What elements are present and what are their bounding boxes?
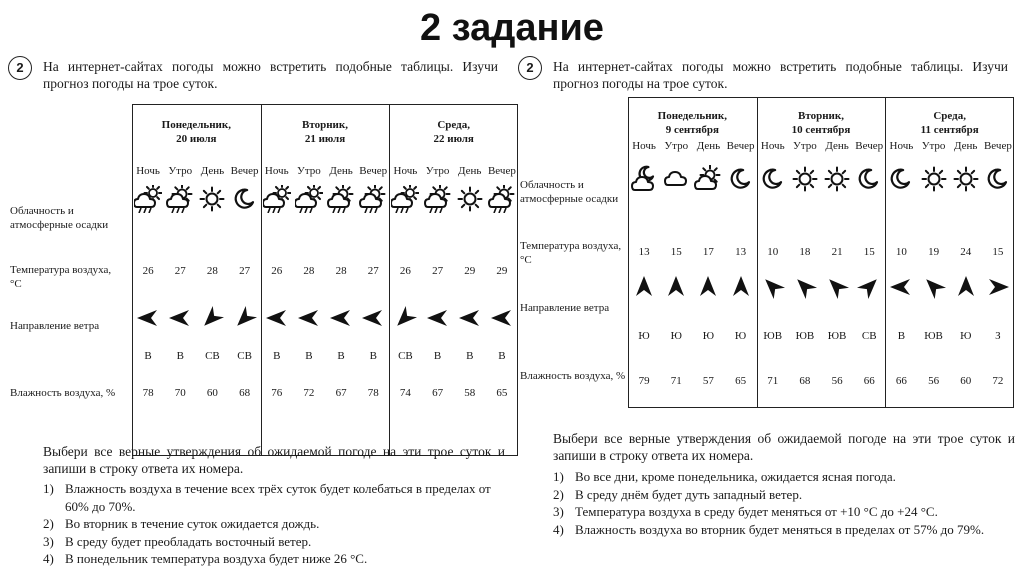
wind-arrow-icon xyxy=(856,274,882,300)
answer-option xyxy=(43,480,511,515)
answer-option-number: 2) xyxy=(43,516,54,531)
day-header-date: 21 июля xyxy=(304,133,346,145)
wind-direction-value: СВ xyxy=(237,350,252,362)
time-of-day-label: Ночь xyxy=(393,165,418,177)
moon-icon xyxy=(887,165,915,193)
wind-direction-value: СВ xyxy=(205,350,220,362)
wind-direction-value: ЮВ xyxy=(795,330,815,342)
row-label-temp: Температура воздуха, °С xyxy=(10,264,112,290)
answer-option-number: 1) xyxy=(553,469,564,484)
sun-cloud-rain-icon xyxy=(488,185,516,213)
wind-arrow-icon xyxy=(167,305,193,331)
wind-direction-value: ЮВ xyxy=(763,330,783,342)
task-question-text: Выбери все верные утверждения об ожидаемой погоде на эти трое суток и запиши в строку ответа их номера. xyxy=(43,444,505,476)
time-of-day-label: Вечер xyxy=(983,140,1012,152)
temperature-value: 29 xyxy=(496,265,508,277)
temperature-value: 28 xyxy=(335,265,347,277)
temperature-value: 10 xyxy=(895,246,907,258)
temperature-value: 15 xyxy=(670,246,682,258)
time-of-day-label: День xyxy=(458,165,482,177)
time-of-day-label: Утро xyxy=(793,140,817,152)
day-header-date: 9 сентября xyxy=(665,124,719,136)
time-of-day-label: Утро xyxy=(921,140,946,152)
day-header-name: Понедельник, xyxy=(161,119,231,131)
wind-arrow-icon xyxy=(264,305,290,331)
sun-cloud-rain-icon xyxy=(327,185,355,213)
temperature-value: 17 xyxy=(702,246,714,258)
cloud-sun-rain-icon xyxy=(134,185,162,213)
answer-option xyxy=(43,515,511,533)
wind-direction-value: ЮВ xyxy=(827,330,847,342)
humidity-value: 65 xyxy=(496,387,508,399)
humidity-value: 67 xyxy=(335,387,347,399)
temperature-value: 10 xyxy=(767,246,779,258)
time-of-day-label: Утро xyxy=(168,165,193,177)
humidity-value: 67 xyxy=(432,387,444,399)
answer-option-number: 4) xyxy=(43,551,54,566)
row-label-clouds: Облачность и атмосферные осадки xyxy=(520,179,619,205)
wind-arrow-icon xyxy=(824,274,850,300)
cloud-icon xyxy=(662,165,690,193)
time-of-day-label: Вечер xyxy=(487,165,516,177)
answer-option-text: Во вторник в течение суток ожидается дождь. xyxy=(65,516,320,531)
time-of-day-label: Утро xyxy=(297,165,321,177)
moon-icon xyxy=(231,185,259,213)
answer-option-text: В понедельник температура воздуха будет ниже 26 °С. xyxy=(65,551,368,566)
wind-direction-value: СВ xyxy=(861,330,877,342)
answer-option xyxy=(553,521,1021,539)
wind-arrow-icon xyxy=(425,305,451,331)
task-panel-right xyxy=(518,56,1023,574)
day-header-name: Среда, xyxy=(933,110,966,122)
humidity-value: 57 xyxy=(702,375,714,387)
moon-icon xyxy=(727,165,755,193)
humidity-value: 70 xyxy=(174,387,186,399)
temperature-value: 24 xyxy=(960,246,972,258)
day-divider xyxy=(261,104,262,456)
time-of-day-label: День xyxy=(200,165,225,177)
answer-option-text: Температура воздуха в среду будет меняться от +10 °С до +24 °С. xyxy=(575,504,938,519)
wind-direction-value: СВ xyxy=(398,350,413,362)
answer-option xyxy=(553,486,1021,504)
answer-option-number: 1) xyxy=(43,481,54,496)
humidity-value: 71 xyxy=(670,375,682,387)
wind-direction-value: ЮВ xyxy=(924,330,943,342)
wind-direction-value: В xyxy=(337,350,345,362)
wind-direction-value: В xyxy=(305,350,313,362)
humidity-value: 65 xyxy=(735,375,747,387)
temperature-value: 19 xyxy=(928,246,940,258)
sun-icon xyxy=(952,165,980,193)
time-of-day-label: День xyxy=(696,140,721,152)
wind-direction-value: З xyxy=(995,330,1001,342)
row-label-wind: Направление ветра xyxy=(520,302,610,314)
wind-arrow-icon xyxy=(953,274,979,300)
cloud-sun-rain-icon xyxy=(391,185,419,213)
answer-option-text: Влажность воздуха во вторник будет меняться в пределах от 57% до 79%. xyxy=(575,521,985,537)
time-of-day-label: Ночь xyxy=(889,140,914,152)
task-intro-text: На интернет-сайтах погоды можно встретить подобные таблицы. Изучи прогноз погоды на трое суток. xyxy=(43,59,498,91)
humidity-value: 60 xyxy=(960,375,972,387)
forecast-table xyxy=(132,104,518,456)
temperature-value: 18 xyxy=(799,246,811,258)
answer-option-number: 3) xyxy=(553,504,564,519)
wind-arrow-icon xyxy=(760,274,786,300)
row-label-humidity: Влажность воздуха, % xyxy=(520,370,626,382)
humidity-value: 74 xyxy=(399,387,411,399)
wind-arrow-icon xyxy=(199,305,225,331)
wind-direction-value: В xyxy=(273,350,281,362)
cloud-sun-rain-icon xyxy=(263,185,291,213)
day-header-date: 10 сентября xyxy=(791,124,851,136)
sun-cloud-rain-icon xyxy=(166,185,194,213)
humidity-value: 56 xyxy=(928,375,940,387)
humidity-value: 66 xyxy=(895,375,907,387)
sun-icon xyxy=(823,165,851,193)
time-of-day-label: Утро xyxy=(664,140,689,152)
row-label-humidity: Влажность воздуха, % xyxy=(10,387,116,399)
day-header-name: Вторник, xyxy=(301,119,348,131)
day-header-date: 22 июля xyxy=(433,133,474,145)
humidity-value: 58 xyxy=(464,387,476,399)
row-label-temp: Температура воздуха, °С xyxy=(520,240,622,266)
time-of-day-label: Ночь xyxy=(760,140,785,152)
answer-option xyxy=(43,533,511,551)
row-label-wind: Направление ветра xyxy=(10,320,100,332)
temperature-value: 27 xyxy=(432,265,444,277)
sun-icon xyxy=(456,185,484,213)
day-header-date: 11 сентября xyxy=(920,124,979,136)
humidity-value: 60 xyxy=(206,387,218,399)
wind-arrow-icon xyxy=(360,305,386,331)
temperature-value: 27 xyxy=(239,265,251,277)
humidity-value: 68 xyxy=(239,387,251,399)
moon-icon xyxy=(984,165,1012,193)
wind-arrow-icon xyxy=(135,305,161,331)
temperature-value: 26 xyxy=(271,265,283,277)
wind-arrow-icon xyxy=(631,274,657,300)
task-intro-text: На интернет-сайтах погоды можно встретить подобные таблицы. Изучи прогноз погоды на трое суток. xyxy=(553,59,1008,91)
wind-arrow-icon xyxy=(921,274,947,300)
answer-option-number: 3) xyxy=(43,533,54,549)
humidity-value: 71 xyxy=(767,375,779,387)
answer-option-text: Влажность воздуха в течение всех трёх суток будет колебаться в пределах от 60% до 70%. xyxy=(65,481,491,514)
answer-option xyxy=(553,503,1021,521)
day-header-name: Понедельник, xyxy=(657,110,727,122)
day-header-name: Вторник, xyxy=(797,110,844,122)
sun-cloud-rain-icon xyxy=(424,185,452,213)
time-of-day-label: День xyxy=(329,165,353,177)
temperature-value: 15 xyxy=(992,246,1004,258)
wind-arrow-icon xyxy=(695,274,721,300)
wind-direction-value: Ю xyxy=(734,330,747,342)
day-header-date: 20 июля xyxy=(176,133,217,145)
time-of-day-label: День xyxy=(954,140,978,152)
time-of-day-label: Вечер xyxy=(726,140,755,152)
task-question-text: Выбери все верные утверждения об ожидаемой погоде на эти трое суток и запиши в строку ответа их номера. xyxy=(553,431,1015,463)
temperature-value: 27 xyxy=(174,265,186,277)
time-of-day-label: Ночь xyxy=(264,165,289,177)
time-of-day-label: Вечер xyxy=(359,165,388,177)
wind-direction-value: В xyxy=(466,350,474,362)
moon-cloud-icon xyxy=(630,165,658,193)
wind-direction-value: Ю xyxy=(960,330,972,342)
humidity-value: 56 xyxy=(831,375,843,387)
answer-option xyxy=(43,550,511,568)
humidity-value: 79 xyxy=(638,375,650,387)
time-of-day-label: Ночь xyxy=(136,165,160,177)
temperature-value: 15 xyxy=(863,246,875,258)
wind-direction-value: В xyxy=(176,350,184,362)
humidity-value: 78 xyxy=(142,387,154,399)
wind-direction-value: В xyxy=(369,350,377,362)
wind-arrow-icon xyxy=(232,305,258,331)
wind-direction-value: Ю xyxy=(638,330,650,342)
answer-option xyxy=(553,468,1021,486)
temperature-value: 27 xyxy=(367,265,379,277)
time-of-day-label: День xyxy=(825,140,849,152)
wind-direction-value: В xyxy=(433,350,442,362)
temperature-value: 21 xyxy=(831,246,843,258)
wind-arrow-icon xyxy=(792,274,818,300)
temperature-value: 28 xyxy=(206,265,218,277)
time-of-day-label: Вечер xyxy=(855,140,884,152)
time-of-day-label: Вечер xyxy=(230,165,259,177)
sun-icon xyxy=(198,185,226,213)
sun-icon xyxy=(791,165,819,193)
humidity-value: 72 xyxy=(303,387,315,399)
answer-options-list xyxy=(43,480,511,568)
wind-arrow-icon xyxy=(728,274,754,300)
temperature-value: 29 xyxy=(464,265,476,277)
task-number-badge: 2 xyxy=(518,56,542,80)
cloud-sun-rain-icon xyxy=(295,185,323,213)
answer-option-text: В среду будет преобладать восточный ветер. xyxy=(65,533,312,549)
temperature-value: 26 xyxy=(399,265,411,277)
wind-direction-value: Ю xyxy=(702,330,715,342)
temperature-value: 26 xyxy=(142,265,154,277)
sun-icon xyxy=(920,165,948,193)
humidity-value: 68 xyxy=(799,375,811,387)
wind-arrow-icon xyxy=(328,305,354,331)
wind-direction-value: В xyxy=(498,350,506,362)
wind-arrow-icon xyxy=(392,305,418,331)
wind-arrow-icon xyxy=(985,274,1011,300)
answer-options-list xyxy=(553,468,1021,538)
humidity-value: 72 xyxy=(992,375,1004,387)
row-label-clouds: Облачность и атмосферные осадки xyxy=(10,205,109,231)
wind-direction-value: В xyxy=(897,330,906,342)
humidity-value: 76 xyxy=(271,387,283,399)
answer-option-number: 4) xyxy=(553,521,564,537)
day-divider xyxy=(389,104,390,456)
wind-direction-value: В xyxy=(144,350,152,362)
task-panel-left xyxy=(8,56,516,574)
wind-arrow-icon xyxy=(888,274,914,300)
humidity-value: 66 xyxy=(863,375,875,387)
sun-cloud-icon xyxy=(694,165,722,193)
answer-option-number: 2) xyxy=(553,486,564,502)
sun-cloud-rain-icon xyxy=(359,185,387,213)
task-number-badge: 2 xyxy=(8,56,32,80)
temperature-value: 13 xyxy=(638,246,650,258)
answer-option-text: Во все дни, кроме понедельника, ожидается ясная погода. xyxy=(575,469,896,484)
wind-arrow-icon xyxy=(296,305,322,331)
humidity-value: 78 xyxy=(367,387,379,399)
moon-icon xyxy=(759,165,787,193)
answer-option-text: В среду днём будет дуть западный ветер. xyxy=(575,486,803,502)
wind-arrow-icon xyxy=(489,305,515,331)
time-of-day-label: Утро xyxy=(425,165,450,177)
wind-arrow-icon xyxy=(663,274,689,300)
slide-title: 2 задание xyxy=(420,7,604,49)
moon-icon xyxy=(855,165,883,193)
temperature-value: 28 xyxy=(303,265,315,277)
wind-direction-value: Ю xyxy=(670,330,682,342)
temperature-value: 13 xyxy=(735,246,747,258)
wind-arrow-icon xyxy=(457,305,483,331)
day-header-name: Среда, xyxy=(437,119,470,131)
time-of-day-label: Ночь xyxy=(632,140,656,152)
